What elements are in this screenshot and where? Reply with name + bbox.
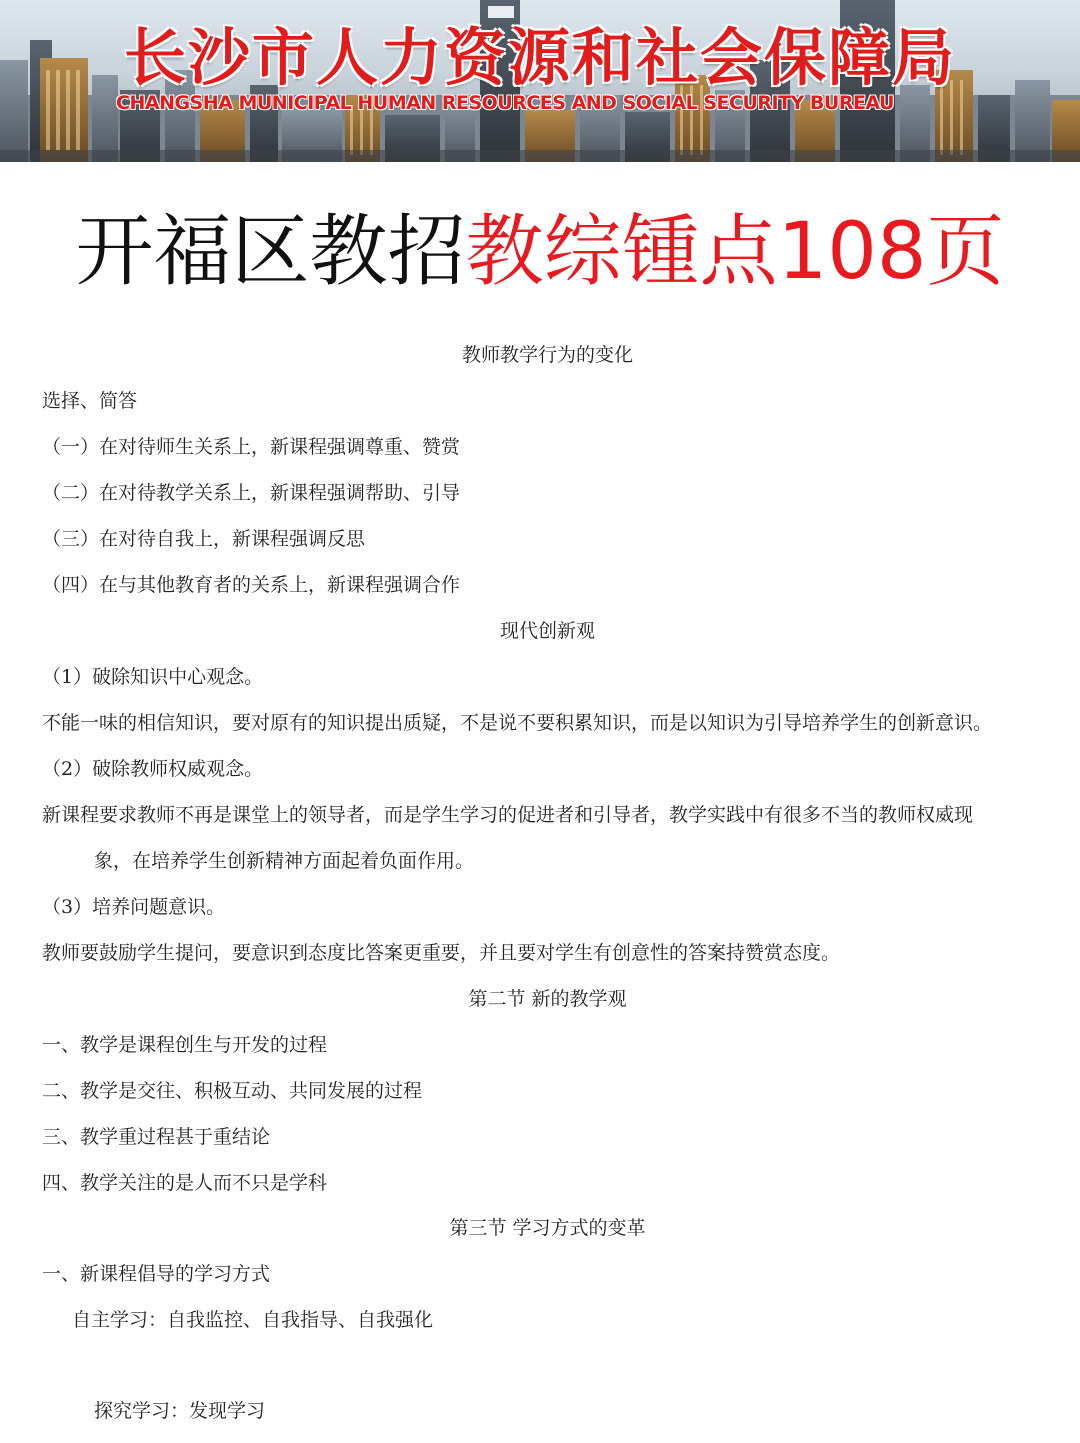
title-red-part: 教综锺点108页 [465, 207, 1005, 297]
page-title [0, 202, 1080, 302]
bureau-name: 长沙市人力资源和社会保障局 [123, 21, 956, 94]
list-item: 一、教学是课程创生与开发的过程 [42, 1034, 328, 1056]
list-item: 二、教学是交往、积极互动、共同发展的过程 [42, 1080, 423, 1102]
list-item: 三、教学重过程甚于重结论 [42, 1126, 271, 1148]
section-heading: 现代创新观 [499, 620, 595, 642]
header-banner [0, 0, 1080, 162]
list-item: （四）在与其他教育者的关系上，新课程强调合作 [42, 574, 461, 596]
list-item: 四、教学关注的是人而不只是学科 [42, 1172, 328, 1194]
paragraph: 探究学习：发现学习 [94, 1400, 266, 1422]
list-item: （三）在对待自我上，新课程强调反思 [42, 528, 366, 550]
list-item: （一）在对待师生关系上，新课程强调尊重、赞赏 [42, 436, 461, 458]
subsection-title: （2）破除教师权威观念。 [42, 758, 264, 780]
title-black-part: 开福区教招 [75, 207, 466, 297]
section-heading: 第二节 新的教学观 [468, 988, 627, 1010]
subsection-title: （3）培养问题意识。 [42, 896, 226, 918]
list-item: （二）在对待教学关系上，新课程强调帮助、引导 [42, 482, 461, 504]
paragraph: 不能一味的相信知识，要对原有的知识提出质疑，不是说不要积累知识，而是以知识为引导培养学生的创新意识。 [42, 712, 993, 734]
paragraph-continuation: 象，在培养学生创新精神方面起着负面作用。 [94, 850, 475, 872]
bureau-name-english: CHANGSHA MUNICIPAL HUMAN RESOURCES AND SOCIAL SECURITY BUREAU [116, 92, 894, 114]
paragraph: 自主学习：自我监控、自我指导、自我强化 [72, 1309, 434, 1331]
paragraph: 一、新课程倡导的学习方式 [42, 1263, 271, 1285]
paragraph: 选择、简答 [42, 390, 138, 412]
section-heading: 教师教学行为的变化 [461, 344, 633, 366]
paragraph: 新课程要求教师不再是课堂上的领导者，而是学生学习的促进者和引导者，教学实践中有很多不当的教师权威现 [42, 804, 974, 826]
section-heading: 第三节 学习方式的变革 [449, 1217, 646, 1239]
paragraph: 教师要鼓励学生提问，要意识到态度比答案更重要，并且要对学生有创意性的答案持赞赏态度。 [42, 942, 841, 964]
subsection-title: （1）破除知识中心观念。 [42, 666, 264, 688]
